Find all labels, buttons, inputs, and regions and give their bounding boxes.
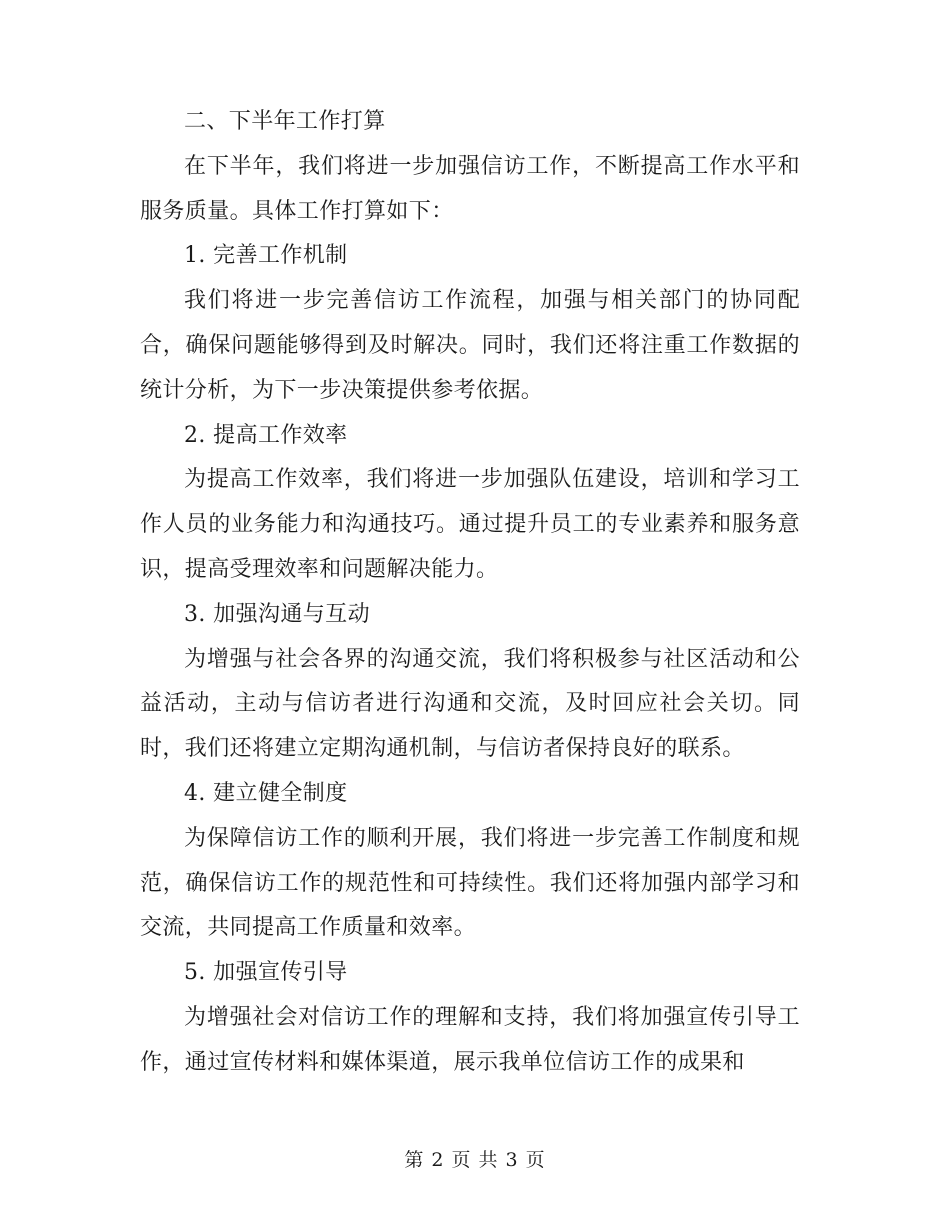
section-heading: 二、下半年工作打算 xyxy=(184,109,386,134)
paragraph: 我们将进一步完善信访工作流程，加强与相关部门的协同配合，确保问题能够得到及时解决。同时，我们还将注重工作数据的统计分析，为下一步决策提供参考依据。 xyxy=(140,288,800,403)
paragraph: 为保障信访工作的顺利开展，我们将进一步完善工作制度和规范，确保信访工作的规范性和可持续性。我们还将加强内部学习和交流，共同提高工作质量和效率。 xyxy=(140,825,800,941)
item-heading-2: 2. 提高工作效率 xyxy=(184,422,348,448)
document-body xyxy=(140,100,800,1086)
item-heading-5: 5. 加强宣传引导 xyxy=(184,960,348,986)
paragraph: 在下半年，我们将进一步加强信访工作，不断提高工作水平和服务质量。具体工作打算如下： xyxy=(140,153,800,224)
item-heading-1: 1. 完善工作机制 xyxy=(184,243,348,269)
paragraph: 为增强与社会各界的沟通交流，我们将积极参与社区活动和公益活动，主动与信访者进行沟通和交流，及时回应社会关切。同时，我们还将建立定期沟通机制，与信访者保持良好的联系。 xyxy=(140,646,800,762)
item-heading-3: 3. 加强沟通与互动 xyxy=(184,601,370,627)
item-heading-4: 4. 建立健全制度 xyxy=(184,780,348,806)
page-number-footer: 第 2 页 共 3 页 xyxy=(404,1149,546,1171)
paragraph: 为提高工作效率，我们将进一步加强队伍建设，培训和学习工作人员的业务能力和沟通技巧。通过提升员工的专业素养和服务意识，提高受理效率和问题解决能力。 xyxy=(140,467,800,582)
paragraph: 为增强社会对信访工作的理解和支持，我们将加强宣传引导工作，通过宣传材料和媒体渠道，展示我单位信访工作的成果和 xyxy=(140,1004,800,1075)
